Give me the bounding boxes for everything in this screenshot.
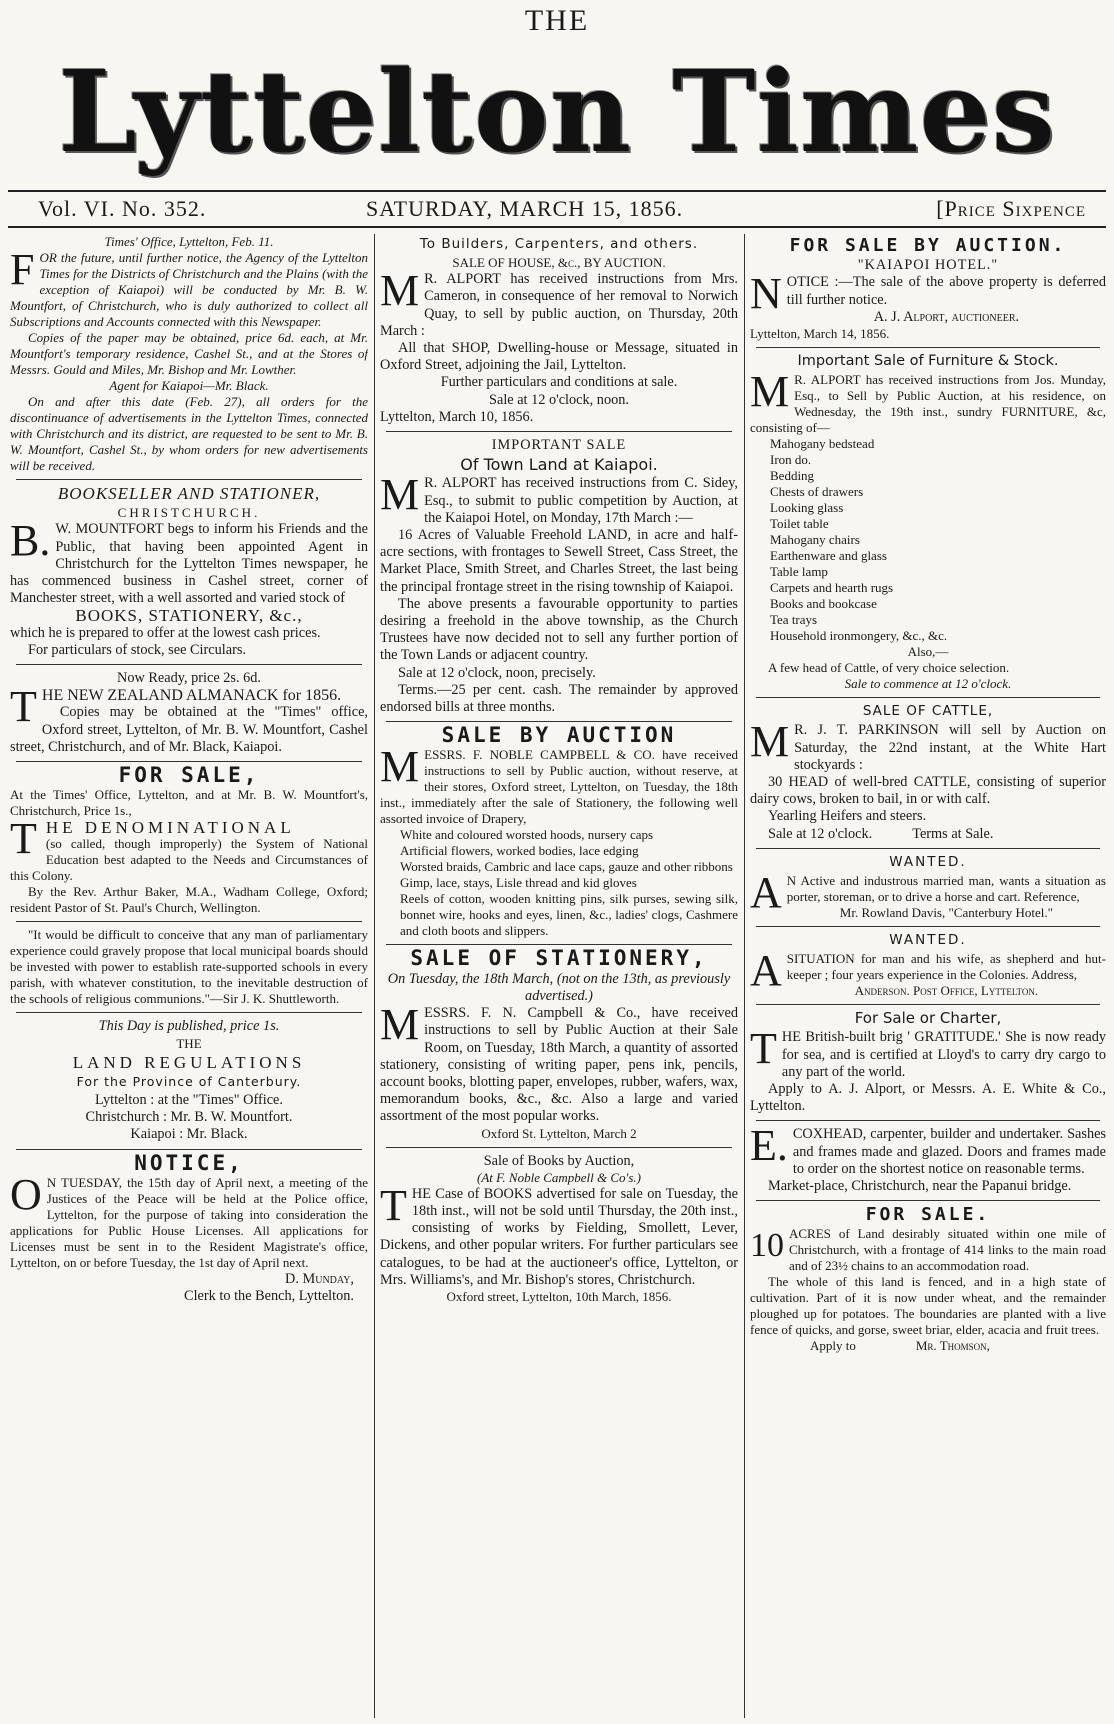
notice-signature: D. Munday, bbox=[285, 1270, 354, 1287]
land-contact: Mr. Thomson, bbox=[915, 1338, 990, 1354]
almanack-ad bbox=[10, 670, 368, 756]
bookseller-circulars: For particulars of stock, see Circulars. bbox=[28, 641, 246, 658]
cattle-sale: Sale at 12 o'clock. bbox=[768, 825, 873, 842]
divider bbox=[16, 1149, 362, 1150]
regs-line-3: Kaiapoi : Mr. Black. bbox=[130, 1126, 248, 1143]
almanack-title: HE NEW ZEALAND ALMANACK for 1856. bbox=[41, 687, 342, 705]
shuttleworth-quote: "It would be difficult to conceive that any man of parliamentary experience could gravely propose that local municipal boards should be invested with power to establish rate-supported schools in every parish, with whatever constitution, to the inevitable destruction of the schools of religious communions."—Sir J. K. Shuttleworth. bbox=[10, 927, 368, 1007]
wanted-1-body: N Active and industrous married man, wants a situation as porter, storeman, or to drive a horse and cart. Reference, bbox=[786, 873, 1106, 905]
hotel-date: Lyttelton, March 14, 1856. bbox=[750, 326, 890, 342]
divider bbox=[756, 1120, 1100, 1121]
furniture-body: R. ALPORT has received instructions from Jos. Munday, Esq., to Sell by Public Auction, at his residence, on Wednesday, the 19th inst., sundry FURNITURE, &c, consisting of— bbox=[750, 372, 1106, 436]
furniture-cattle: A few head of Cattle, of very choice selection. bbox=[768, 660, 1010, 676]
forsale-where: At the Times' Office, Lyttelton, and at Mr. B. W. Mountfort's, Christchurch, Price 1s., bbox=[10, 787, 368, 819]
forsale-title: HE DENOMINATIONAL bbox=[45, 818, 295, 838]
notice-signature-title: Clerk to the Bench, Lyttelton. bbox=[184, 1288, 354, 1305]
town-above: The above presents a favourable opportunity to parties desiring a freehold in the above township, as the Church Trustees have now decided not to sell any further portion of the Town Lands or adjacent country. bbox=[380, 595, 738, 664]
divider bbox=[16, 1012, 362, 1013]
forsale-author: By the Rev. Arthur Baker, M.A., Wadham College, Oxford; resident Pastor of St. Paul's Church, Wellington. bbox=[10, 884, 368, 916]
forsale-drop-cap: T bbox=[10, 814, 41, 864]
regs-line-2: Christchurch : Mr. B. W. Mountfort. bbox=[85, 1109, 293, 1126]
stationery-body: ESSRS. F. N. Campbell & Co., have received instructions to sell by Public Auction at their Sale Room, on Tuesday, 18th March, a quantity of assorted stationery, consisting of writing paper, pens ink, pencils, account books, blotting paper, envelopes, rubber, wafers, wax, memorandum books, &c., &c. Also a large and varied assortment of the most popular works. bbox=[380, 1005, 738, 1125]
cattle-drop-cap: M bbox=[750, 717, 790, 767]
regs-title: LAND REGULATIONS bbox=[72, 1052, 306, 1072]
bookseller-stock: BOOKS, STATIONERY, &c., bbox=[75, 606, 303, 626]
town-land-ad bbox=[380, 437, 738, 716]
stationery-place: Oxford St. Lyttelton, March 2 bbox=[481, 1125, 637, 1141]
town-head-2: Of Town Land at Kaiapoi. bbox=[460, 455, 658, 475]
divider bbox=[386, 431, 732, 432]
cattle-body: R. J. T. PARKINSON will sell by Auction on Saturday, the 22nd instant, at the White Hart stockyards : bbox=[794, 722, 1106, 773]
divider bbox=[756, 1200, 1100, 1201]
divider bbox=[386, 1147, 732, 1148]
cattle-yearling: Yearling Heifers and steers. bbox=[768, 808, 927, 825]
furniture-head: Important Sale of Furniture & Stock. bbox=[797, 353, 1059, 370]
divider bbox=[756, 926, 1100, 927]
auction-items: White and coloured worsted hoods, nursery caps Artificial flowers, worked bodies, lace edging Worsted braids, Cambric and lace caps, gauze and other ribbons Gimp, lace, stays, Lisle thread and kid gloves Reels of cotton, wooden knitting pins, silk purses, sewing silk, bonnet wire, hooks and eyes, linen, &c., ladies' clogs, Cashmere and cloth boots and slippers. bbox=[400, 827, 738, 939]
builders-body: R. ALPORT has received instructions from Mrs. Cameron, in consequence of her removal to Norwich Quay, to sell by public auction, on Thursday, 20th March : bbox=[380, 271, 738, 339]
stationery-date: On Tuesday, the 18th March, (not on the 13th, as previously advertised.) bbox=[387, 970, 731, 1004]
cattle-head: 30 HEAD of well-bred CATTLE, consisting of superior dairy cows, broken to bail, in or with calf. bbox=[750, 774, 1106, 808]
furniture-items: Mahogany bedstead Iron do. Bedding Chests of drawers Looking glass Toilet table Mahogany chairs Earthenware and glass Table lamp Carpets and hearth rugs Books and bookcase Tea trays Household ironmongery, &c., &c. bbox=[770, 436, 948, 644]
coxhead-place: Market-place, Christchurch, near the Papanui bridge. bbox=[768, 1178, 1072, 1195]
licenses-notice bbox=[10, 1150, 368, 1306]
divider bbox=[756, 1004, 1100, 1005]
cattle-terms: Terms at Sale. bbox=[912, 825, 994, 842]
builders-sub: SALE OF HOUSE, &c., BY AUCTION. bbox=[452, 255, 666, 271]
regs-published: This Day is published, price 1s. bbox=[98, 1018, 280, 1035]
auction-drop-cap: M bbox=[380, 742, 420, 792]
almanack-body: Copies may be obtained at the "Times" office, Oxford street, Lyttelton, of Mr. B. W. Mountfort, Cashel street, Christchurch, and of Mr. Black, Kaiapoi. bbox=[10, 704, 368, 755]
charter-body: HE British-built brig ' GRATITUDE.' She is now ready for sea, and is certified at Lloyd's to carry dry cargo to any part of the world. bbox=[781, 1029, 1106, 1080]
books-date: Oxford street, Lyttelton, 10th March, 1856. bbox=[446, 1288, 672, 1304]
masthead-rule-bottom bbox=[8, 226, 1106, 228]
agency-kaiapoi: Agent for Kaiapoi—Mr. Black. bbox=[109, 378, 269, 393]
agency-body: OR the future, until further notice, the Agency of the Lyttelton Times for the Districts of Christchurch and the Plains (with the exception of Kaiapoi) will be conducted by Mr. B. W. Mountfort, of Christchurch, who is duly authorized to collect all Subscriptions and Accounts connected with this Newspaper. bbox=[10, 250, 368, 329]
regs-sub: For the Province of Canterbury. bbox=[76, 1073, 302, 1089]
wanted-2-heading: WANTED. bbox=[889, 932, 967, 949]
wanted-ad-1 bbox=[750, 854, 1106, 921]
agency-orders: On and after this date (Feb. 27), all orders for the discontinuance of advertisements in the Lyttelton Times, connected with Christchurch and its district, are requested to be sent to Mr. B. W. Mountfort, Cashel St., by whom orders for new advertisements will be received. bbox=[10, 394, 368, 473]
furniture-commence: Sale to commence at 12 o'clock. bbox=[844, 676, 1012, 692]
cattle-ad bbox=[750, 703, 1106, 843]
books-drop-cap: T bbox=[380, 1180, 407, 1230]
column-divider-2 bbox=[744, 234, 745, 1718]
land-heading: FOR SALE. bbox=[865, 1204, 991, 1226]
divider bbox=[756, 697, 1100, 698]
notice-drop-cap: O bbox=[10, 1169, 42, 1219]
regs-the: THE bbox=[176, 1035, 202, 1051]
agency-copies: Copies of the paper may be obtained, price 6d. each, at Mr. Mountfort's temporary residence, Cashel St., and at the Stores of Messrs. Gould and Miles, Mr. Bishop and Mr. Lowther. bbox=[10, 330, 368, 377]
coxhead-ad bbox=[750, 1121, 1106, 1195]
charter-heading: For Sale or Charter, bbox=[854, 1009, 1002, 1028]
builders-drop-cap: M bbox=[380, 266, 420, 316]
hotel-body: OTICE :—The sale of the above property is deferred till further notice. bbox=[786, 274, 1106, 308]
land-regulations-ad bbox=[10, 1018, 368, 1143]
builders-shop: All that SHOP, Dwelling-house or Message, situated in Oxford Street, adjoining the Jail, Lyttelton. bbox=[380, 340, 738, 374]
issue-number: No. 352. bbox=[121, 196, 207, 221]
bookseller-ad bbox=[10, 485, 368, 659]
forsale-body: (so called, though improperly) the System of National Education best adapted to the Needs and Circumstances of this Colony. bbox=[10, 836, 368, 884]
furniture-ad bbox=[750, 353, 1106, 692]
wanted-2-body: SITUATION for man and his wife, as shepherd and hut-keeper ; four years experience in the Colonies. Address, bbox=[786, 951, 1106, 983]
column-2 bbox=[380, 234, 738, 1718]
wanted-ad-2 bbox=[750, 932, 1106, 999]
divider bbox=[16, 921, 362, 922]
issue-price: [Price Sixpence bbox=[936, 196, 1086, 221]
column-divider-1 bbox=[374, 234, 375, 1718]
builders-further: Further particulars and conditions at sale. bbox=[440, 374, 678, 391]
books-sub: (At F. Noble Campbell & Co's.) bbox=[477, 1169, 641, 1185]
masthead-rule-top bbox=[8, 190, 1106, 192]
town-acres: 16 Acres of Valuable Freehold LAND, in acre and half-acre sections, with frontages to Sewell Street, Cass Street, the Market Place, Smith Street, and Charles Street, the last being the principal frontage street in the rising township of Kaiapoi. bbox=[380, 527, 738, 595]
divider bbox=[16, 664, 362, 665]
town-body: R. ALPORT has received instructions from C. Sidey, Esq., to submit to public competition by Auction, at the Kaiapoi Hotel, on Monday, 17th March :— bbox=[424, 475, 738, 526]
wanted-1-heading: WANTED. bbox=[889, 853, 967, 870]
stationery-heading: SALE OF STATIONERY, bbox=[410, 946, 708, 971]
furniture-also: Also,— bbox=[907, 644, 949, 660]
stationery-drop-cap: M bbox=[380, 1000, 420, 1050]
bookseller-heading: BOOKSELLER AND STATIONER, bbox=[57, 484, 321, 503]
town-sale: Sale at 12 o'clock, noon, precisely. bbox=[398, 664, 596, 681]
hotel-heading: FOR SALE BY AUCTION. bbox=[789, 235, 1067, 256]
notice-body: N TUESDAY, the 15th day of April next, a meeting of the Justices of the Peace will be held at the Police office, Lyttelton, for the purpose of taking into consideration the applications for Public House Licenses. All applications for Licenses must be sent in to the Resident Magistrate's office, Lyttelton, on or before Tuesday, the 1st day of April next. bbox=[10, 1174, 368, 1270]
hotel-name: "KAIAPOI HOTEL." bbox=[857, 257, 999, 274]
agency-notice bbox=[10, 234, 368, 474]
land-whole: The whole of this land is fenced, and in a high state of cultivation. Part of it is now under wheat, and the remainder ploughed up for potatoes. The boundaries are planted with a live fence of quicks, and gorse, sweet briar, elder, acacia and fruit trees. bbox=[750, 1274, 1106, 1338]
builders-date: Lyttelton, March 10, 1856. bbox=[380, 408, 534, 425]
charter-ad bbox=[750, 1010, 1106, 1115]
regs-line-1: Lyttelton : at the "Times" Office. bbox=[95, 1092, 283, 1109]
charter-drop-cap: T bbox=[750, 1024, 777, 1074]
town-terms: Terms.—25 per cent. cash. The remainder by approved endorsed bills at three months. bbox=[380, 681, 738, 716]
hotel-drop-cap: N bbox=[750, 269, 782, 319]
bookseller-place: CHRISTCHURCH. bbox=[117, 505, 261, 521]
books-body: HE Case of BOOKS advertised for sale on Tuesday, the 18th inst., will not be sold until Thursday, the 20th inst., consisting of works by Fielding, Smollett, Lever, Dickens, and other popular writers. For further particulars see catalogues, to be had at the auctioneer's office, Lyttelton, or Mrs. Williams's, and Mr. Bishop's stores, Christchurch. bbox=[380, 1185, 738, 1288]
land-body: ACRES of Land desirably situated within one mile of Christchurch, with a frontage of 414 links to the main road and of 23½ chains to an accommodation road. bbox=[789, 1226, 1106, 1274]
denominational-ad bbox=[10, 763, 368, 916]
almanack-head: Now Ready, price 2s. 6d. bbox=[117, 670, 261, 687]
wanted-2-address: Anderson. Post Office, Lyttelton. bbox=[854, 983, 1039, 999]
bookseller-tail: which he is prepared to offer at the lowest cash prices. bbox=[10, 624, 321, 641]
auction-body: ESSRS. F. NOBLE CAMPBELL & CO. have received instructions to sell by Public auction, without reserve, at their stores, Oxford street, Lyttelton, on Tuesday, the 18th inst., immediately after the sale of Stationery, the following well assorted invoice of Drapery, bbox=[380, 747, 738, 827]
wanted-1-drop-cap: A bbox=[750, 868, 782, 918]
hotel-ad bbox=[750, 237, 1106, 342]
volume: Vol. VI. bbox=[38, 196, 116, 221]
dateline bbox=[8, 196, 1106, 226]
auction-heading: SALE BY AUCTION bbox=[441, 723, 677, 748]
column-1 bbox=[10, 234, 368, 1718]
charter-apply: Apply to A. J. Alport, or Messrs. A. E. White & Co., Lyttelton. bbox=[750, 1081, 1106, 1115]
stationery-ad bbox=[380, 946, 738, 1141]
furniture-drop-cap: M bbox=[750, 367, 790, 417]
hotel-signature: A. J. Alport, auctioneer. bbox=[873, 308, 1020, 325]
volume-number bbox=[38, 196, 206, 222]
newspaper-title: Lyttelton Times bbox=[58, 47, 1056, 178]
builders-head: To Builders, Carpenters, and others. bbox=[419, 236, 699, 252]
issue-date: SATURDAY, MARCH 15, 1856. bbox=[366, 196, 684, 221]
almanack-drop-cap: T bbox=[10, 682, 37, 732]
builders-sale: Sale at 12 o'clock, noon. bbox=[489, 391, 629, 408]
masthead bbox=[0, 0, 1114, 200]
divider bbox=[386, 721, 732, 722]
wanted-1-reference: Mr. Rowland Davis, "Canterbury Hotel." bbox=[839, 905, 1053, 921]
drapery-auction-ad bbox=[380, 723, 738, 939]
divider bbox=[16, 479, 362, 480]
forsale-heading: FOR SALE, bbox=[118, 763, 260, 788]
books-ad bbox=[380, 1153, 738, 1305]
divider bbox=[756, 347, 1100, 348]
divider bbox=[386, 944, 732, 945]
builders-ad bbox=[380, 236, 738, 426]
divider bbox=[756, 848, 1100, 849]
bookseller-drop-cap: B. bbox=[10, 516, 51, 566]
town-drop-cap: M bbox=[380, 470, 420, 520]
town-head: IMPORTANT SALE bbox=[491, 437, 627, 454]
masthead-the: THE bbox=[524, 4, 590, 37]
agency-drop-cap: F bbox=[10, 245, 35, 294]
land-sale-ad bbox=[750, 1206, 1106, 1354]
bookseller-body: W. MOUNTFORT begs to inform his Friends and the Public, that having been appointed Agent in Christchurch for the Lyttelton Times newspaper, he has commenced business in Cashel street, corner of Manchester street, with a well assorted and varied stock of bbox=[10, 521, 368, 607]
books-head: Sale of Books by Auction, bbox=[483, 1152, 635, 1169]
column-3 bbox=[750, 234, 1106, 1718]
cattle-heading: SALE OF CATTLE, bbox=[862, 703, 994, 720]
wanted-2-drop-cap: A bbox=[750, 946, 782, 996]
divider bbox=[16, 761, 362, 762]
coxhead-drop-cap: E. bbox=[750, 1121, 788, 1171]
notice-heading: NOTICE, bbox=[134, 1150, 244, 1175]
land-apply: Apply to bbox=[810, 1338, 856, 1354]
agency-dateline: Times' Office, Lyttelton, Feb. 11. bbox=[104, 234, 274, 249]
land-drop-cap: 10 bbox=[750, 1227, 784, 1265]
coxhead-body: COXHEAD, carpenter, builder and undertaker. Sashes and frames made and glazed. Doors and frames made to order on the shortest notice on reasonable terms. bbox=[792, 1126, 1106, 1177]
